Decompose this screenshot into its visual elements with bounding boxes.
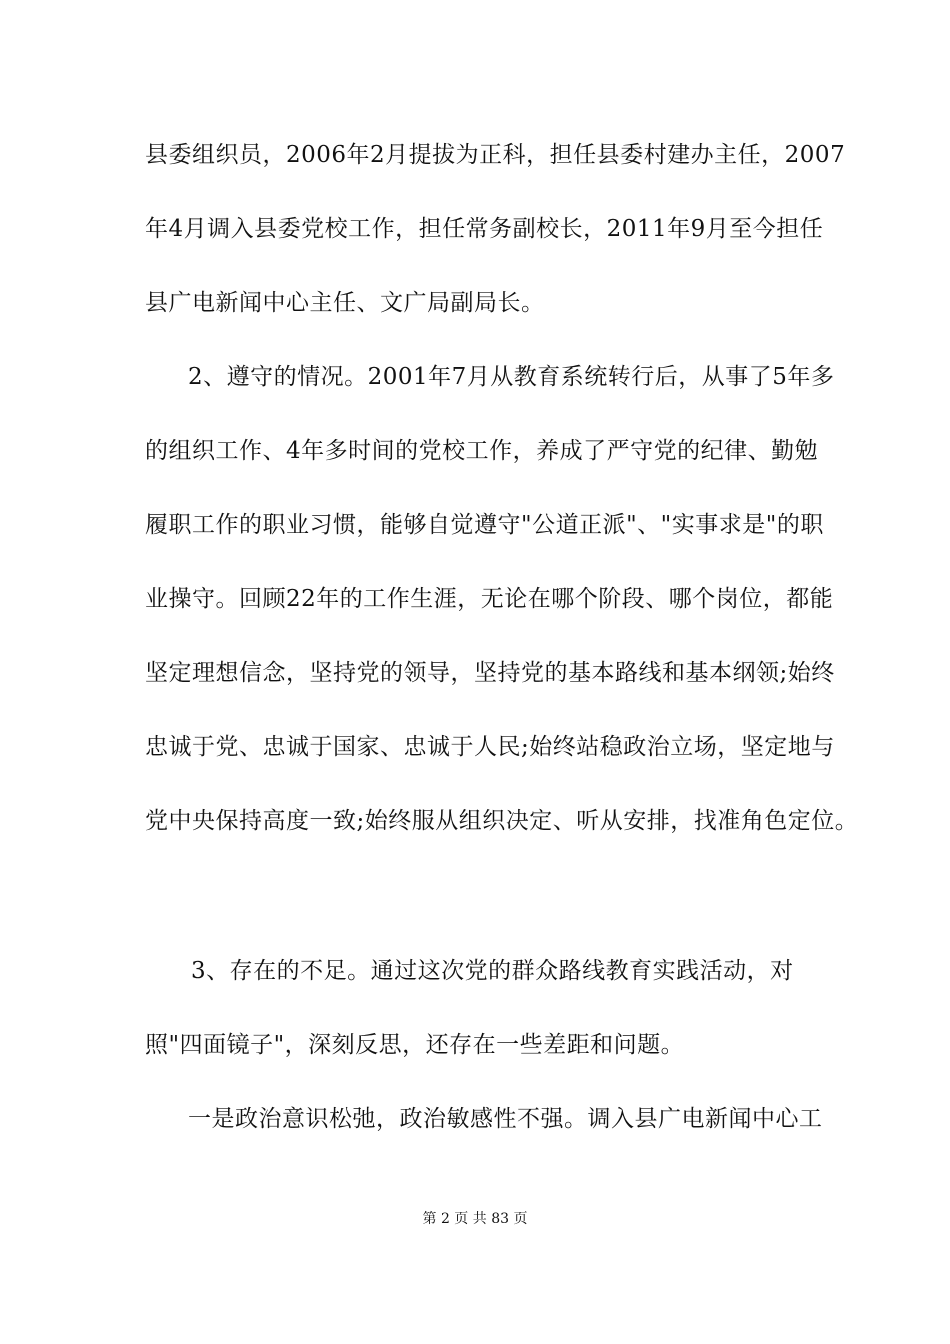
paragraph-line: 县委组织员，2006年2月提拔为正科，担任县委村建办主任，2007 [145, 142, 846, 168]
paragraph-line: 坚定理想信念，坚持党的领导，坚持党的基本路线和基本纲领;始终 [145, 660, 835, 686]
paragraph-line: 一是政治意识松弛，政治敏感性不强。调入县广电新闻中心工 [188, 1106, 823, 1132]
paragraph-line: 的组织工作、4年多时间的党校工作，养成了严守党的纪律、勤勉 [145, 438, 819, 464]
paragraph-line: 党中央保持高度一致;始终服从组织决定、听从安排，找准角色定位。 [145, 808, 859, 834]
page-number: 第 2 页 共 83 页 [422, 1211, 528, 1227]
paragraph-line: 业操守。回顾22年的工作生涯，无论在哪个阶段、哪个岗位，都能 [145, 586, 834, 612]
paragraph-line: 县广电新闻中心主任、文广局副局长。 [145, 290, 545, 316]
paragraph-line: 2、遵守的情况。2001年7月从教育系统转行后，从事了5年多 [188, 364, 835, 390]
paragraph-line: 照"四面镜子"，深刻反思，还存在一些差距和问题。 [145, 1032, 685, 1058]
paragraph-line: 3、存在的不足。通过这次党的群众路线教育实践活动，对 [191, 958, 794, 984]
paragraph-line: 履职工作的职业习惯，能够自觉遵守"公道正派"、"实事求是"的职 [145, 512, 824, 538]
paragraph-line: 年4月调入县委党校工作，担任常务副校长，2011年9月至今担任 [145, 216, 824, 242]
paragraph-line: 忠诚于党、忠诚于国家、忠诚于人民;始终站稳政治立场，坚定地与 [145, 734, 835, 760]
